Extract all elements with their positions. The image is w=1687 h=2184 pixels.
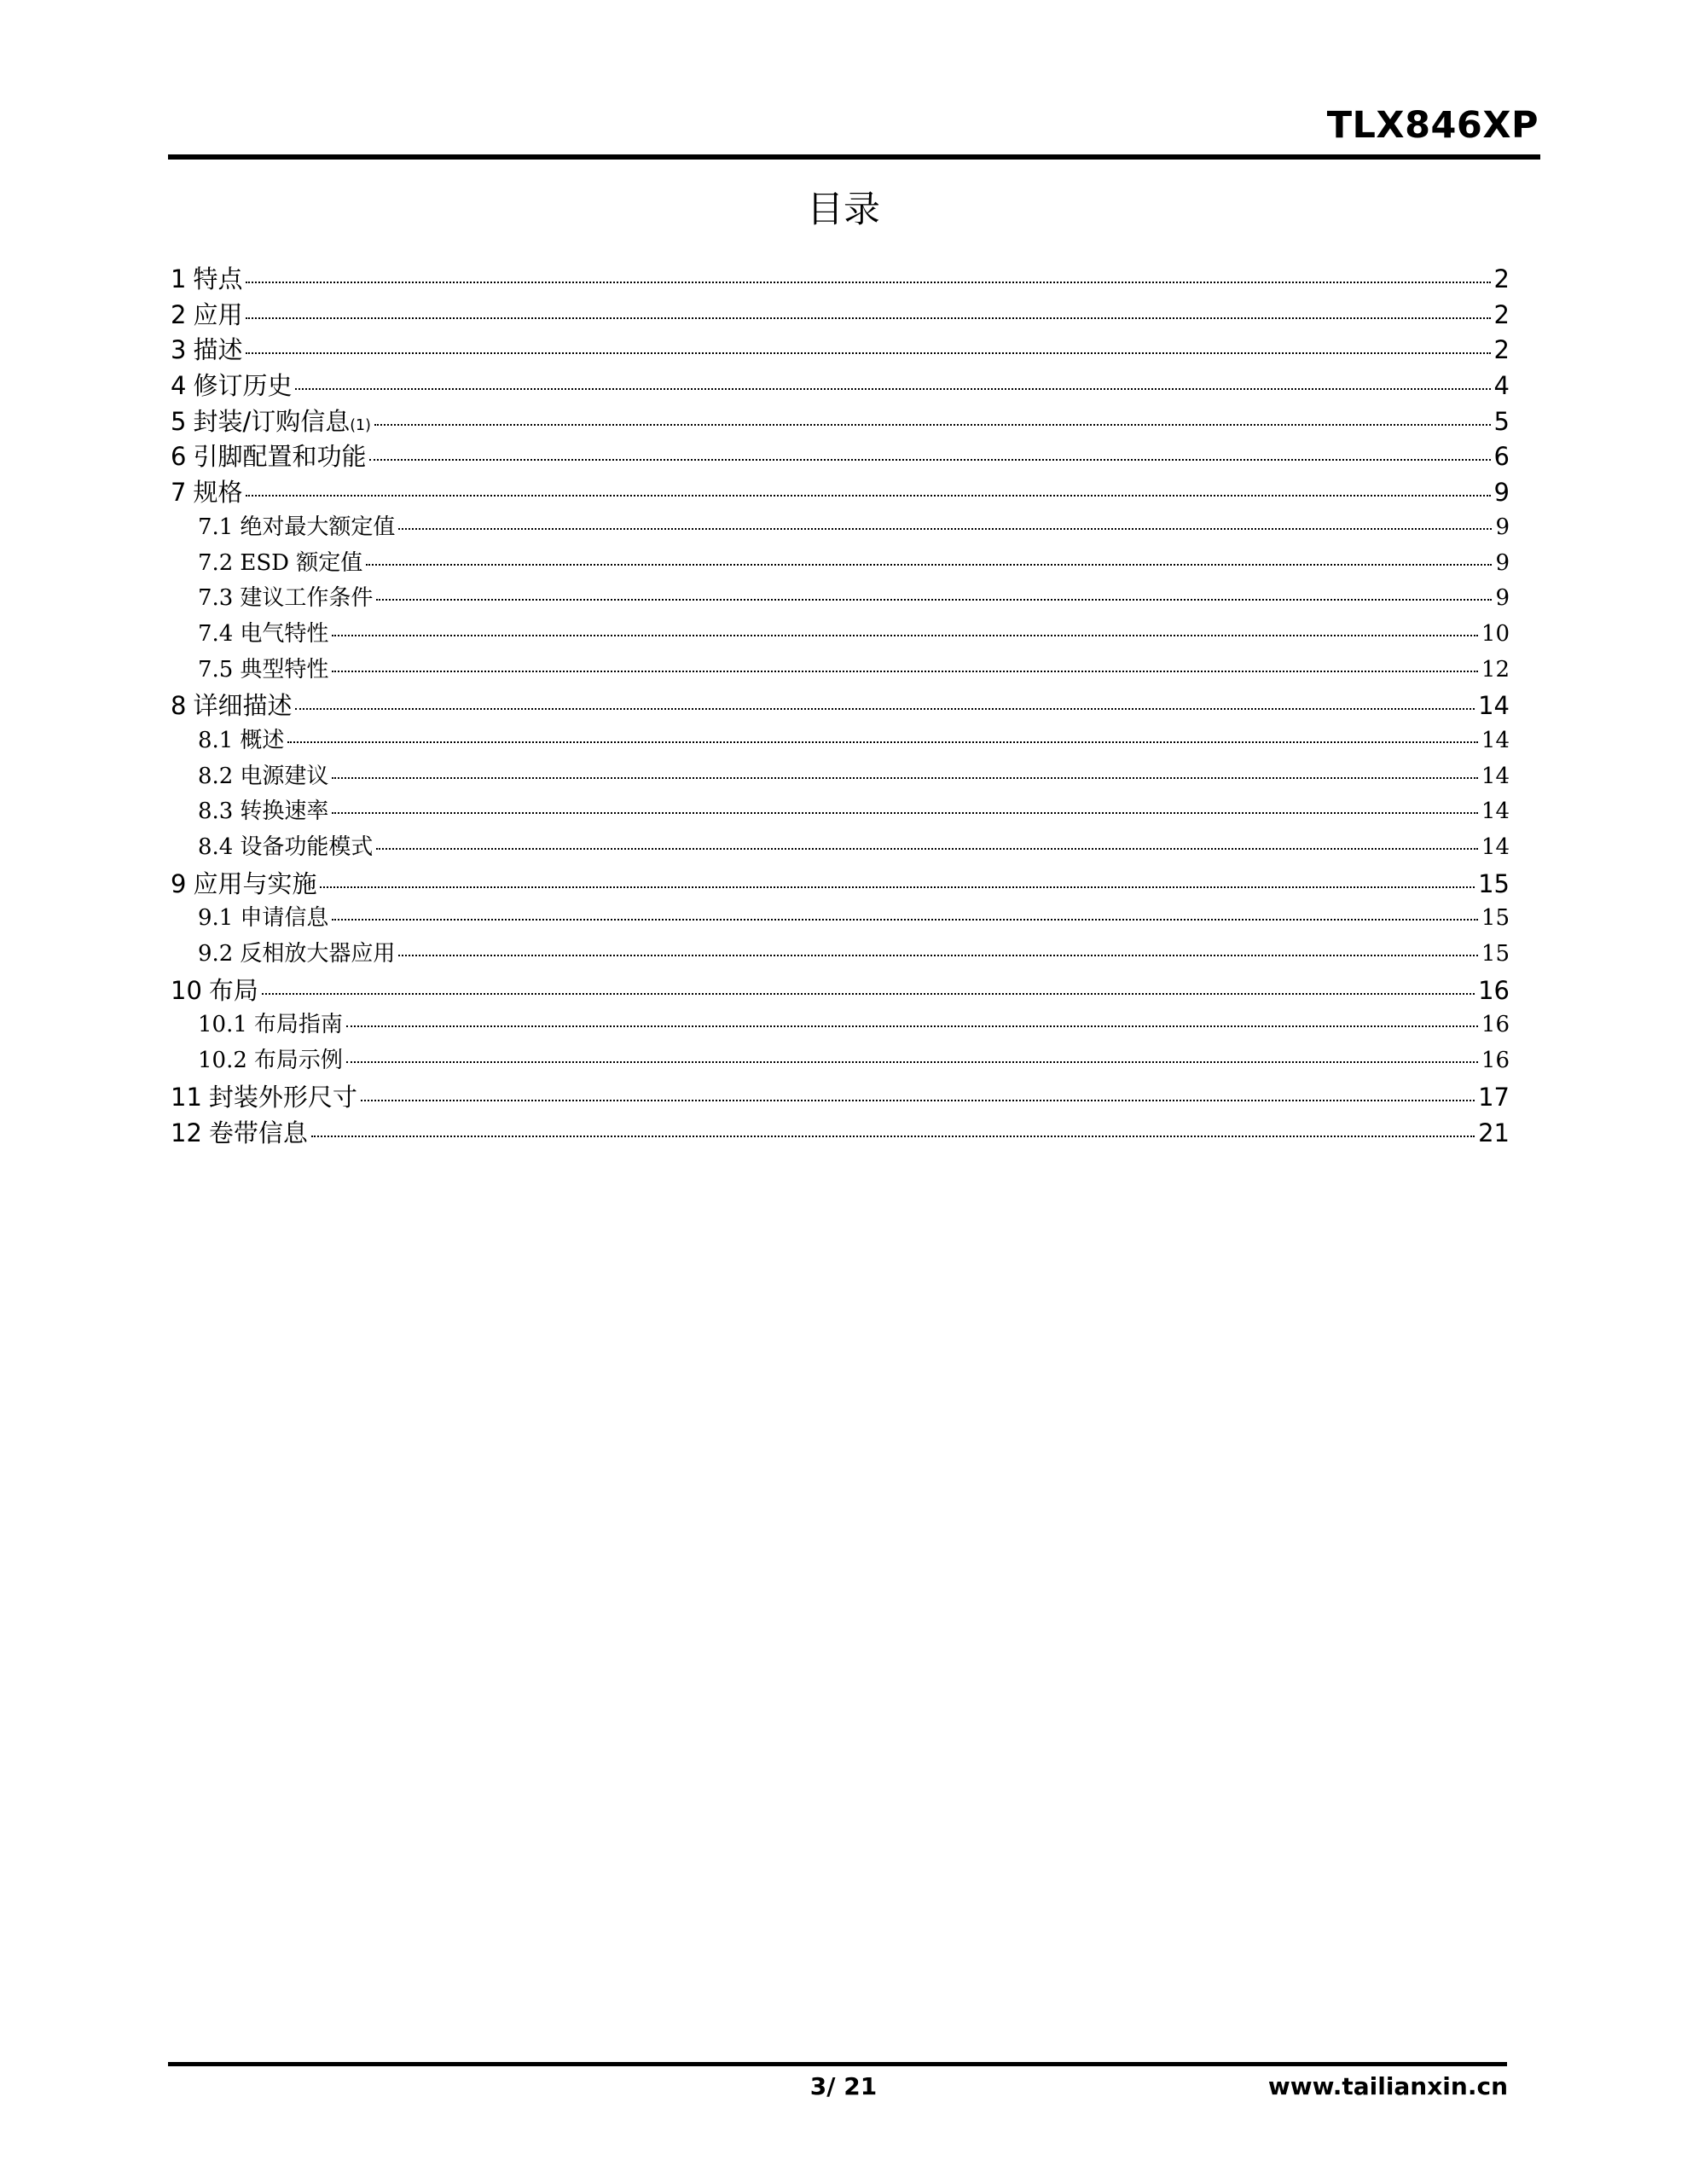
toc-entry-title: 设备功能模式 — [240, 834, 374, 860]
toc-entry-page: 14 — [1481, 727, 1510, 753]
toc-dot-leader — [311, 1136, 1475, 1137]
toc-entry[interactable] — [171, 758, 1510, 794]
toc-dot-leader — [332, 777, 1478, 779]
toc-entry[interactable] — [171, 1043, 1510, 1078]
toc-entry[interactable] — [171, 900, 1510, 936]
header-divider — [168, 154, 1540, 160]
toc-entry-title: 封装外形尺寸 — [208, 1082, 357, 1112]
toc-entry[interactable] — [171, 545, 1510, 581]
toc-entry-title: 布局示例 — [253, 1048, 343, 1074]
toc-entry-number: 1 — [171, 264, 187, 293]
toc-entry-title: 建议工作条件 — [240, 585, 374, 612]
toc-entry[interactable] — [171, 1114, 1510, 1150]
toc-entry-number: 8.3 — [198, 799, 234, 825]
toc-dot-leader — [361, 1100, 1475, 1101]
toc-entry-title: 修订历史 — [193, 371, 293, 401]
toc-dot-leader — [295, 708, 1475, 710]
toc-entry-page: 2 — [1493, 299, 1510, 329]
toc-entry-page: 4 — [1493, 371, 1510, 401]
toc-entry[interactable] — [171, 1078, 1510, 1114]
toc-entry-number: 7.4 — [198, 620, 234, 647]
toc-dot-leader — [295, 388, 1490, 390]
toc-entry[interactable] — [171, 865, 1510, 901]
toc-entry-page: 9 — [1495, 549, 1510, 576]
toc-dot-leader — [262, 993, 1475, 995]
toc-entry-page: 16 — [1481, 1048, 1510, 1074]
toc-entry-number: 8.2 — [198, 763, 234, 789]
toc-entry-page: 9 — [1495, 585, 1510, 612]
toc-entry-page: 10 — [1481, 620, 1510, 647]
toc-entry-page: 14 — [1481, 763, 1510, 789]
toc-heading: 目录 — [807, 189, 880, 231]
toc-entry[interactable] — [171, 936, 1510, 972]
page-number: 3/ 21 — [809, 2072, 878, 2100]
toc-entry[interactable] — [171, 616, 1510, 652]
toc-dot-leader — [374, 424, 1491, 426]
toc-entry-title: 绝对最大额定值 — [240, 514, 396, 540]
toc-entry[interactable] — [171, 723, 1510, 758]
toc-entry-title: 布局 — [208, 975, 258, 1005]
toc-dot-leader — [320, 886, 1475, 888]
toc-dot-leader — [346, 1025, 1478, 1027]
toc-entry-number: 7.2 — [198, 549, 234, 576]
toc-entry-title: 引脚配置和功能 — [193, 442, 367, 472]
toc-entry-page: 17 — [1478, 1082, 1510, 1112]
toc-entry[interactable] — [171, 296, 1510, 332]
toc-entry-title: 应用 — [193, 299, 243, 329]
toc-entry[interactable] — [171, 580, 1510, 616]
document-part-number: TLX846XP — [1326, 104, 1539, 147]
toc-entry-title: 卷带信息 — [208, 1118, 308, 1147]
toc-entry-page: 2 — [1493, 264, 1510, 293]
toc-entry-title: 申请信息 — [240, 905, 329, 932]
toc-dot-leader — [398, 528, 1492, 530]
toc-entry-number: 10.2 — [198, 1048, 247, 1074]
toc-entry-number: 8.1 — [198, 727, 234, 753]
toc-entry-title: 特点 — [193, 264, 243, 293]
toc-entry[interactable] — [171, 972, 1510, 1008]
toc-entry-page: 9 — [1495, 514, 1510, 540]
toc-entry-page: 12 — [1481, 656, 1510, 682]
toc-dot-leader — [366, 564, 1492, 566]
toc-entry[interactable] — [171, 260, 1510, 296]
toc-entry-title: 概述 — [240, 727, 285, 753]
toc-entry-number: 7.5 — [198, 656, 234, 682]
toc-entry-footnote-marker: (1) — [350, 416, 371, 434]
toc-entry-title: 描述 — [193, 335, 243, 365]
toc-entry-number: 9.2 — [198, 941, 234, 967]
toc-entry-title: 详细描述 — [193, 691, 293, 721]
toc-dot-leader — [246, 282, 1490, 283]
toc-entry[interactable] — [171, 331, 1510, 367]
toc-entry-number: 4 — [171, 371, 187, 401]
toc-entry-title: 转换速率 — [240, 799, 329, 825]
toc-entry-title: 规格 — [193, 478, 243, 508]
toc-entry-title: 典型特性 — [240, 656, 329, 682]
toc-entry-number: 8.4 — [198, 834, 234, 860]
toc-entry-number: 3 — [171, 335, 187, 365]
toc-entry[interactable] — [171, 652, 1510, 688]
toc-entry-number: 5 — [171, 406, 187, 436]
toc-dot-leader — [332, 812, 1478, 814]
toc-entry-number: 11 — [171, 1082, 202, 1112]
toc-entry[interactable] — [171, 687, 1510, 723]
toc-dot-leader — [332, 635, 1478, 636]
toc-entry-title: 电源建议 — [240, 763, 329, 789]
toc-entry-title: 布局指南 — [253, 1012, 343, 1038]
footer-divider — [168, 2062, 1507, 2066]
toc-entry-number: 8 — [171, 691, 187, 721]
toc-entry[interactable] — [171, 509, 1510, 545]
toc-entry[interactable] — [171, 793, 1510, 829]
toc-dot-leader — [332, 919, 1478, 921]
toc-entry-number: 6 — [171, 442, 187, 472]
toc-dot-leader — [287, 741, 1478, 743]
toc-entry-page: 15 — [1481, 905, 1510, 932]
toc-entry[interactable] — [171, 473, 1510, 509]
toc-entry-title: 应用与实施 — [193, 868, 317, 898]
toc-entry-page: 9 — [1493, 478, 1510, 508]
toc-entry-number: 2 — [171, 299, 187, 329]
toc-entry-page: 14 — [1481, 799, 1510, 825]
toc-entry[interactable] — [171, 438, 1510, 473]
table-of-contents — [171, 260, 1510, 1149]
toc-entry-title: 电气特性 — [240, 620, 329, 647]
toc-entry[interactable] — [171, 403, 1510, 439]
toc-entry-number: 7.3 — [198, 585, 234, 612]
toc-entry-number: 10 — [171, 975, 202, 1005]
toc-entry-page: 14 — [1478, 691, 1510, 721]
toc-entry-title: 反相放大器应用 — [240, 941, 396, 967]
toc-entry[interactable] — [171, 829, 1510, 865]
toc-entry-number: 12 — [171, 1118, 202, 1147]
toc-entry-page: 16 — [1481, 1012, 1510, 1038]
website-url: www.tailianxin.cn — [1267, 2072, 1508, 2100]
toc-entry-number: 9.1 — [198, 905, 234, 932]
toc-entry-page: 15 — [1481, 941, 1510, 967]
toc-dot-leader — [346, 1061, 1478, 1063]
toc-dot-leader — [246, 317, 1490, 319]
toc-dot-leader — [369, 459, 1490, 461]
toc-dot-leader — [376, 599, 1492, 601]
toc-entry-number: 7.1 — [198, 514, 234, 540]
toc-dot-leader — [376, 848, 1478, 850]
toc-entry-title: ESD 额定值 — [240, 549, 363, 576]
toc-entry-number: 9 — [171, 868, 187, 898]
toc-dot-leader — [332, 671, 1478, 672]
toc-dot-leader — [398, 955, 1478, 956]
toc-entry-number: 10.1 — [198, 1012, 247, 1038]
toc-entry-page: 21 — [1478, 1118, 1510, 1147]
toc-entry-page: 2 — [1493, 335, 1510, 365]
toc-dot-leader — [246, 352, 1490, 354]
toc-entry[interactable] — [171, 367, 1510, 403]
toc-entry-page: 14 — [1481, 834, 1510, 860]
toc-dot-leader — [246, 495, 1490, 497]
toc-entry-page: 5 — [1493, 406, 1510, 436]
toc-entry-number: 7 — [171, 478, 187, 508]
toc-entry-title: 封装/订购信息 — [193, 406, 351, 436]
toc-entry-page: 16 — [1478, 975, 1510, 1005]
toc-entry[interactable] — [171, 1007, 1510, 1043]
toc-entry-page: 6 — [1493, 442, 1510, 472]
toc-entry-page: 15 — [1478, 868, 1510, 898]
